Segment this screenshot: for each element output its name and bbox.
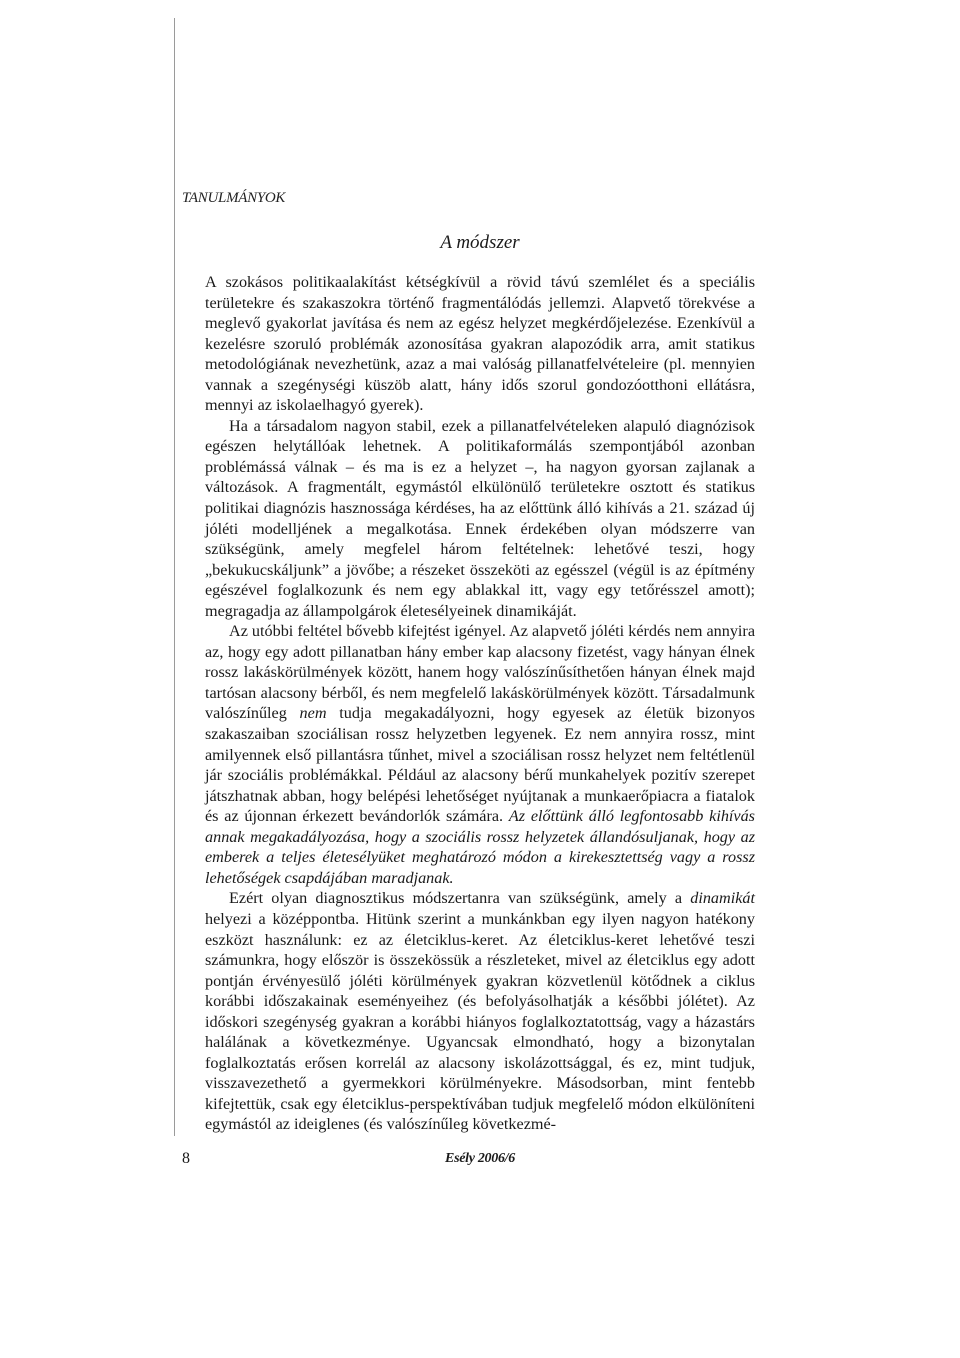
paragraph-3-emphasis-challenge: Az előttünk álló legfontosabb kihívás annak megakadályozása, hogy a szociális rossz helyzetek állandósuljanak, hogy az emberek a teljes életesélyüket meghatározó módon a kirekesztettség vagy a rossz lehetőségek csapdájában maradjanak. bbox=[205, 807, 755, 887]
paragraph-1: A szokásos politikaalakítást kétségkívül a rövid távú szemlélet és a speciális területekre és szakaszokra történő fragmentálódás jellemzi. Alapvető törekvése a meglevő gyakorlat javítása és nem az egész helyzet megkérdőjelezése. Ezenkívül a kezelésre szoruló problémák azonosítása gyakran alapozódik arra, amit statikus metodológiának nevezhetünk, azaz a mai valóság pillanatfelvételeire (pl. mennyien vannak a szegénységi küszöb alatt, hány idős szorul gondozóotthoni ellátásra, mennyi az iskolaelhagyó gyerek). bbox=[205, 273, 755, 415]
paragraph-4-emphasis-dinamikat: dinamikát bbox=[690, 889, 755, 908]
paragraph-4 bbox=[205, 888, 755, 1135]
section-label: TANULMÁNYOK bbox=[182, 190, 286, 206]
paragraph-3-text-a: Az utóbbi feltétel bővebb kifejtést igényel. Az alapvető jóléti kérdés nem annyira az, hogy egy adott pillanatban hány ember kap alacsony fizetést, vagy hányan élnek rossz lakáskörülmények között, hanem hogy valószínűsíthetően hányan élnek majd tartósan alacsony bérből, és nem megfelelő lakáskörülmények között. Társadalmunk valószínűleg bbox=[205, 622, 755, 723]
page-number: 8 bbox=[182, 1150, 190, 1167]
paragraph-4-text-a: Ezért olyan diagnosztikus módszertanra van szükségünk, amely a bbox=[229, 889, 691, 908]
article-body bbox=[205, 272, 755, 1135]
paragraph-2: Ha a társadalom nagyon stabil, ezek a pillanatfelvételeken alapuló diagnózisok egészen helytállóak lehetnek. A politikaformálás szempontjából azonban problémássá válnak – és ma is ez a helyzet –, ha nagyon gyorsan zajlanak a változások. A fragmentált, egymástól elkülönülő területekre osztott és statikus politikai diagnózis hasznossága kérdéses, ha az előttünk álló kihívás a 21. század új jóléti modelljének a megalkotása. Ennek érdekében olyan módszerre van szükségünk, amely megfelel három feltételnek: lehetővé teszi, hogy „bekukucskáljunk” a jövőbe; a részeket összeköti az egésszel (végül is az építmény egészével foglalkozunk és nem egy ablakkal itt, vagy egy tetőrésszel amott); megragadja az állampolgárok életesélyeinek dinamikáját. bbox=[205, 416, 755, 620]
journal-issue: Esély 2006/6 bbox=[445, 1151, 515, 1166]
section-heading: A módszer bbox=[440, 232, 520, 253]
paragraph-3-text-b: tudja megakadályozni, hogy egyesek az életük bizonyos szakaszaiban szociálisan rossz helyzetben legyenek. Ez nem annyira rossz, mint amilyennek első pillantásra tűnhet, mivel a szociálisan rossz helyzet nem feltétlenül jár szociális problémákkal. Például az alacsony bérű munkahelyek pozitív szerepet játszhatnak abban, hogy belépési lehetőséget nyújtanak a munkaerőpiacra a fiatalok és az újonnan érkezett bevándorlók számára. bbox=[205, 704, 755, 826]
paragraph-4-text-b: helyezi a középpontba. Hitünk szerint a munkánkban egy ilyen nagyon hatékony eszközt használunk: ez az életciklus-keret. Az életciklus-keret lehetővé teszi számunkra, hogy először is összekössük a részleteket, mivel az életciklus egy adott pontján érvényesülő jóléti körülmények gyakran közvetlenül kötődnek a ciklus korábbi időszakainak eseményeihez (és befolyásolhatják a későbbi jólétet). Az időskori szegénység gyakran a korábbi hiányos foglalkoztatottság, vagy a házastárs halálának a következménye. Ugyancsak elmondható, hogy a bizonytalan foglalkoztatás erősen korrelál az alacsony iskolázottsággal, és ez, mint tudjuk, visszavezethető a gyermekkori körülményekre. Másodsorban, mint fentebb kifejtettük, csak egy életciklus-perspektívában tudjuk megfelelő módon elkülöníteni egymástól az ideiglenes (és valószínűleg következmé- bbox=[205, 909, 755, 1134]
paragraph-3 bbox=[205, 621, 755, 888]
paragraph-3-emphasis-nem: nem bbox=[299, 704, 327, 723]
margin-rule bbox=[174, 18, 175, 1136]
